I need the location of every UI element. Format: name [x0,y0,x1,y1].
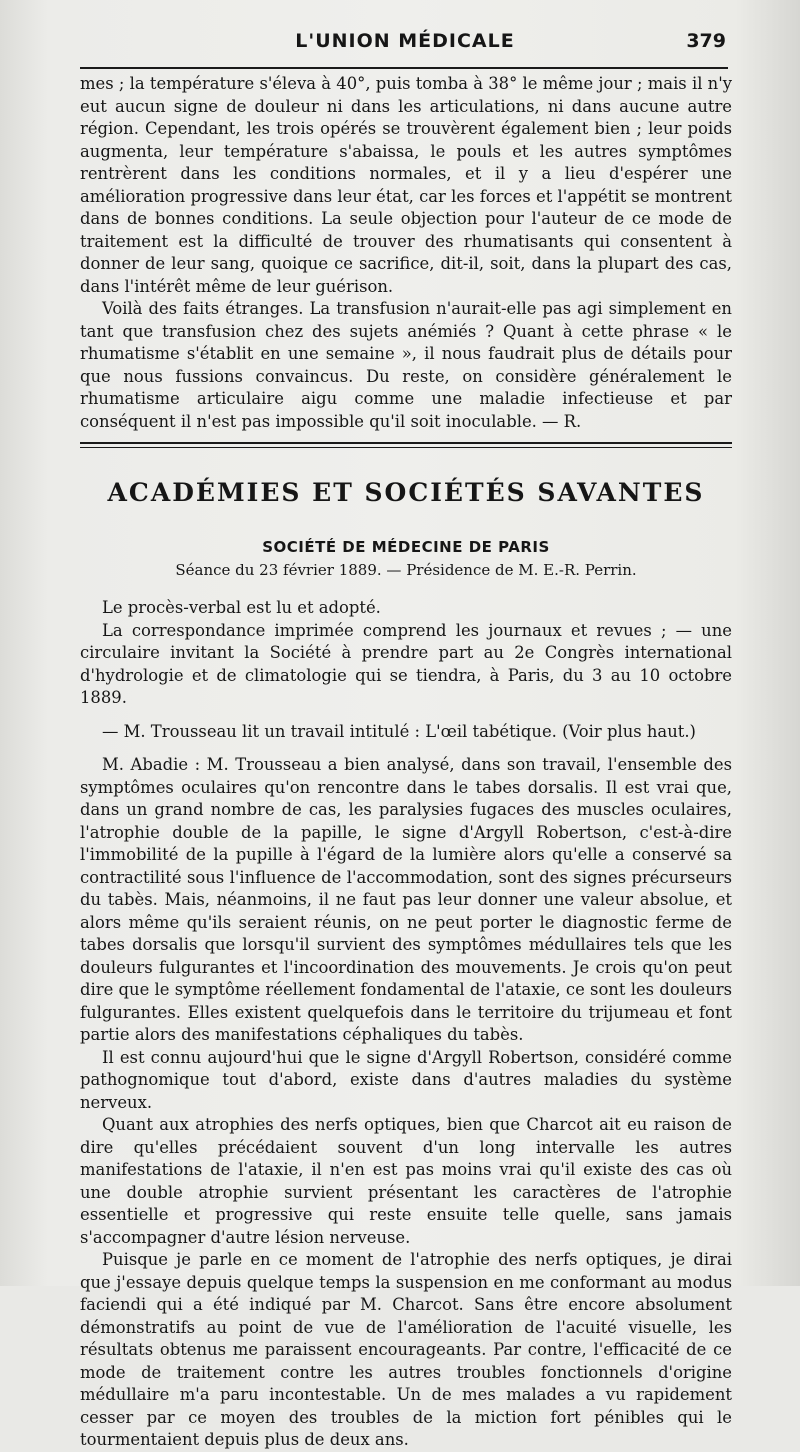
section-divider [80,442,732,444]
minutes-paragraph: Quant aux atrophies des nerfs optiques, bien que Charcot ait eu raison de dire qu'elles précédaient souvent d'un long intervalle les autres manifestations de l'ataxie, il n'en est pas moins vrai qu'il existe des cas où une double atrophie survient présentant les caractères de l'atrophie essentielle et progressive qui reste ensuite telle quelle, sans jamais s'accompagner d'autre lésion nerveuse. [80,1115,732,1247]
minutes-paragraph: Il est connu aujourd'hui que le signe d'Argyll Robertson, considéré comme pathognomique tout d'abord, existe dans d'autres maladies du système nerveux. [80,1047,732,1112]
section-title: ACADÉMIES ET SOCIÉTÉS SAVANTES [107,478,705,507]
minutes-paragraph: M. Abadie : M. Trousseau a bien analysé, dans son travail, l'ensemble des symptômes oculaires qu'on rencontre dans le tabes dorsalis. Il est vrai que, dans un grand nombre de cas, les paralysies fugaces des muscles oculaires, l'atrophie double de la papille, le signe d'Argyll Robertson, c'est-à-dire l'immobilité de la pupille à l'égard de la lumière alors qu'elle a conservé sa contractilité sous l'influence de l'accommodation, sont des signes précurseurs du tabès. Mais, néanmoins, il ne faut pas leur donner une valeur absolue, et alors même qu'ils seraient réunis, on ne peut porter le diagnostic ferme de tabes dorsalis que lorsqu'il survient des symptômes médullaires tels que les douleurs fulgurantes et l'incoordination des mouvements. Je crois qu'on peut dire que le symptôme réellement fondamental de l'ataxie, ce sont les douleurs fulgurantes. Elles existent quelquefois dans le territoire du trijumeau et font partie alors des manifestations céphaliques du tabès. [80,755,732,1044]
society-name: SOCIÉTÉ DE MÉDECINE DE PARIS [262,538,550,556]
page-number: 379 [686,30,726,52]
minutes-paragraph: — M. Trousseau lit un travail intitulé : L'œil tabétique. (Voir plus haut.) [102,721,696,741]
article-paragraph: Voilà des faits étranges. La transfusion n'aurait-elle pas agi simplement en tant que transfusion chez des sujets anémiés ? Quant à cette phrase « le rhumatisme s'établit en une semaine », il nous faudrait plus de détails pour que nous fussions convaincus. Du reste, on considère généralement le rhumatisme articulaire aigu comme une maladie infectieuse et par conséquent il n'est pas impossible qu'il soit inoculable. — R. [80,299,732,431]
minutes-paragraph: Le procès-verbal est lu et adopté. [102,598,381,617]
minutes-paragraph: Puisque je parle en ce moment de l'atrophie des nerfs optiques, je dirai que j'essaye depuis quelque temps la suspension en me conformant au modus faciendi qui a été indiqué par M. Charcot. Sans être encore absolument démonstratifs au point de vue de l'amélioration de l'acuité visuelle, les résultats obtenus me paraissent encourageants. Par contre, l'efficacité de ce mode de traitement contre les autres troubles fonctionnels d'origine médullaire m'a paru incontestable. Un de mes malades a vu rapidement cesser par ce moyen des troubles de la miction fort pénibles qui le tourmentaient depuis plus de deux ans. [80,1250,732,1449]
section-divider-thin [80,447,732,448]
session-line: Séance du 23 février 1889. — Présidence de M. E.-R. Perrin. [175,561,637,579]
page-header [80,30,730,56]
minutes-paragraph: La correspondance imprimée comprend les journaux et revues ; — une circulaire invitant la Société à prendre part au 2e Congrès international d'hydrologie et de climatologie qui se tiendra, à Paris, du 3 au 10 octobre 1889. [80,620,732,707]
header-rule [80,67,728,69]
article-paragraph: mes ; la température s'éleva à 40°, puis tomba à 38° le même jour ; mais il n'y eut aucun signe de douleur ni dans les articulations, ni dans aucune autre région. Cependant, les trois opérés se trouvèrent également bien ; leur poids augmenta, leur température s'abaissa, le pouls et les autres symptômes rentrèrent dans les conditions normales, et il y a lieu d'espérer une amélioration progressive dans leur état, car les forces et l'appétit se montrent dans de bonnes conditions. La seule objection pour l'auteur de ce mode de traitement est la difficulté de trouver des rhumatisants qui consentent à donner de leur sang, quoique ce sacrifice, dit-il, soit, dans la plupart des cas, dans l'intérêt même de leur guérison. [80,74,732,296]
page-body [80,73,732,1452]
running-title: L'UNION MÉDICALE [295,30,515,52]
